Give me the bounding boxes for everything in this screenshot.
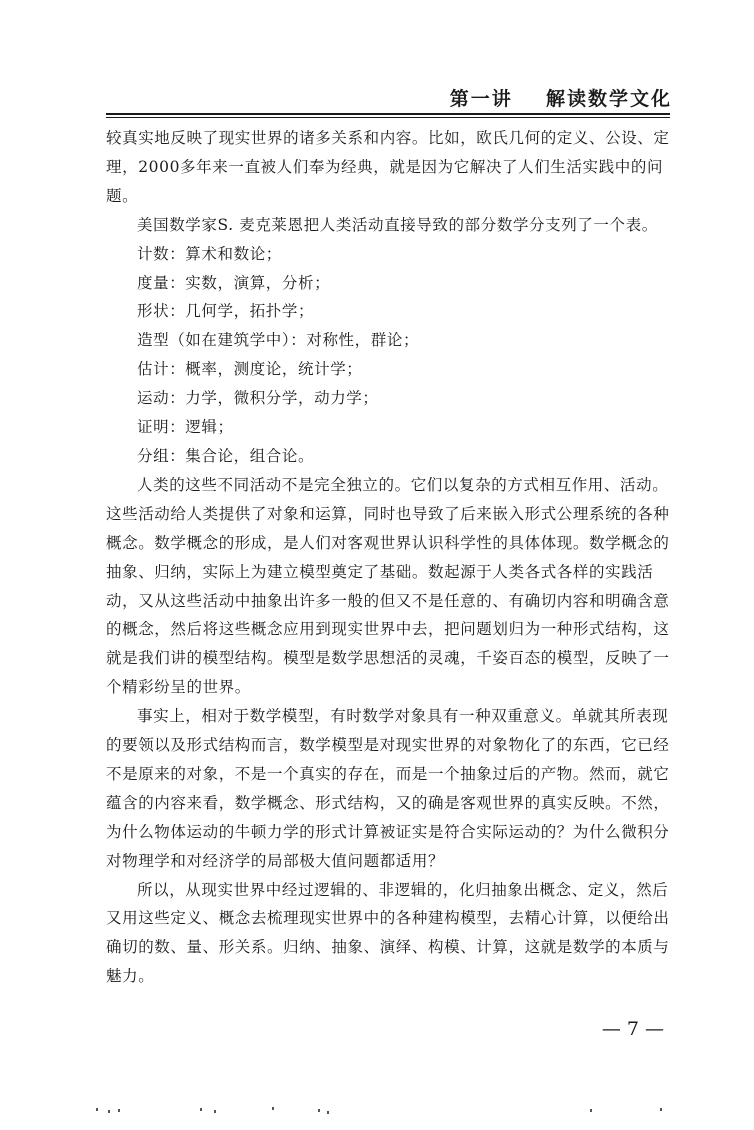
page-number: — 7 —	[601, 1018, 664, 1040]
paragraph-continued: 较真实地反映了现实世界的诸多关系和内容。比如，欧氏几何的定义、公设、定理，2000多年来一直被人们奉为经典，就是因为它解决了人们生活实践中的问题。	[106, 129, 670, 205]
activity-branch-list	[106, 240, 672, 471]
list-item: 度量：实数，演算，分析；	[137, 273, 331, 292]
list-item: 运动：力学，微积分学，动力学；	[137, 389, 379, 408]
list-item: 分组：集合论，组合论。	[137, 446, 315, 465]
header-rule-thin	[106, 117, 670, 118]
scan-artifacts	[0, 1105, 754, 1117]
paragraph-activities: 人类的这些不同活动不是完全独立的。它们以复杂的方式相互作用、活动。这些活动给人类提供了对象和运算，同时也导致了后来嵌入形式公理系统的各种概念。数学概念的形成，是人们对客观世界认识科学性的具体体现。数学概念的抽象、归纳，实际上为建立模型奠定了基础。数起源于人类各式各样的实践活动，又从这些活动中抽象出许多一般的但又不是任意的、有确切内容和明确含意的概念，然后将这些概念应用到现实世界中去，把问题划归为一种形式结构，这就是我们讲的模型结构。模型是数学思想活的灵魂，千姿百态的模型，反映了一个精彩纷呈的世界。	[106, 475, 670, 697]
paragraph-dual-meaning: 事实上，相对于数学模型，有时数学对象具有一种双重意义。单就其所表现的要领以及形式结构而言，数学模型是对现实世界的对象物化了的东西，它已经不是原来的对象，不是一个真实的存在，而是一个抽象过后的产物。然而，就它蕴含的内容来看，数学概念、形式结构，又的确是客观世界的真实反映。不然，为什么物体运动的牛顿力学的形式计算被证实是符合实际运动的？为什么微积分对物理学和对经济学的局部极大值问题都适用？	[106, 707, 670, 870]
list-item: 计数：算术和数论；	[137, 244, 282, 263]
body-text	[106, 124, 672, 991]
running-header-title: 第一讲 解读数学文化	[449, 88, 672, 110]
list-item: 造型（如在建筑学中）：对称性，群论；	[137, 331, 420, 350]
list-item: 估计：概率，测度论，统计学；	[137, 360, 363, 379]
list-item: 证明：逻辑；	[137, 418, 234, 437]
list-item: 形状：几何学，拓扑学；	[137, 302, 315, 321]
header-rule-thick	[106, 113, 670, 115]
paragraph-maclane-intro: 美国数学家S. 麦克莱恩把人类活动直接导致的部分数学分支列了一个表。	[137, 215, 658, 234]
paragraph-conclusion: 所以，从现实世界中经过逻辑的、非逻辑的，化归抽象出概念、定义，然后又用这些定义、概念去梳理现实世界中的各种建构模型，去精心计算，以便给出确切的数、量、形关系。归纳、抽象、演绎、构模、计算，这就是数学的本质与魅力。	[106, 880, 670, 986]
